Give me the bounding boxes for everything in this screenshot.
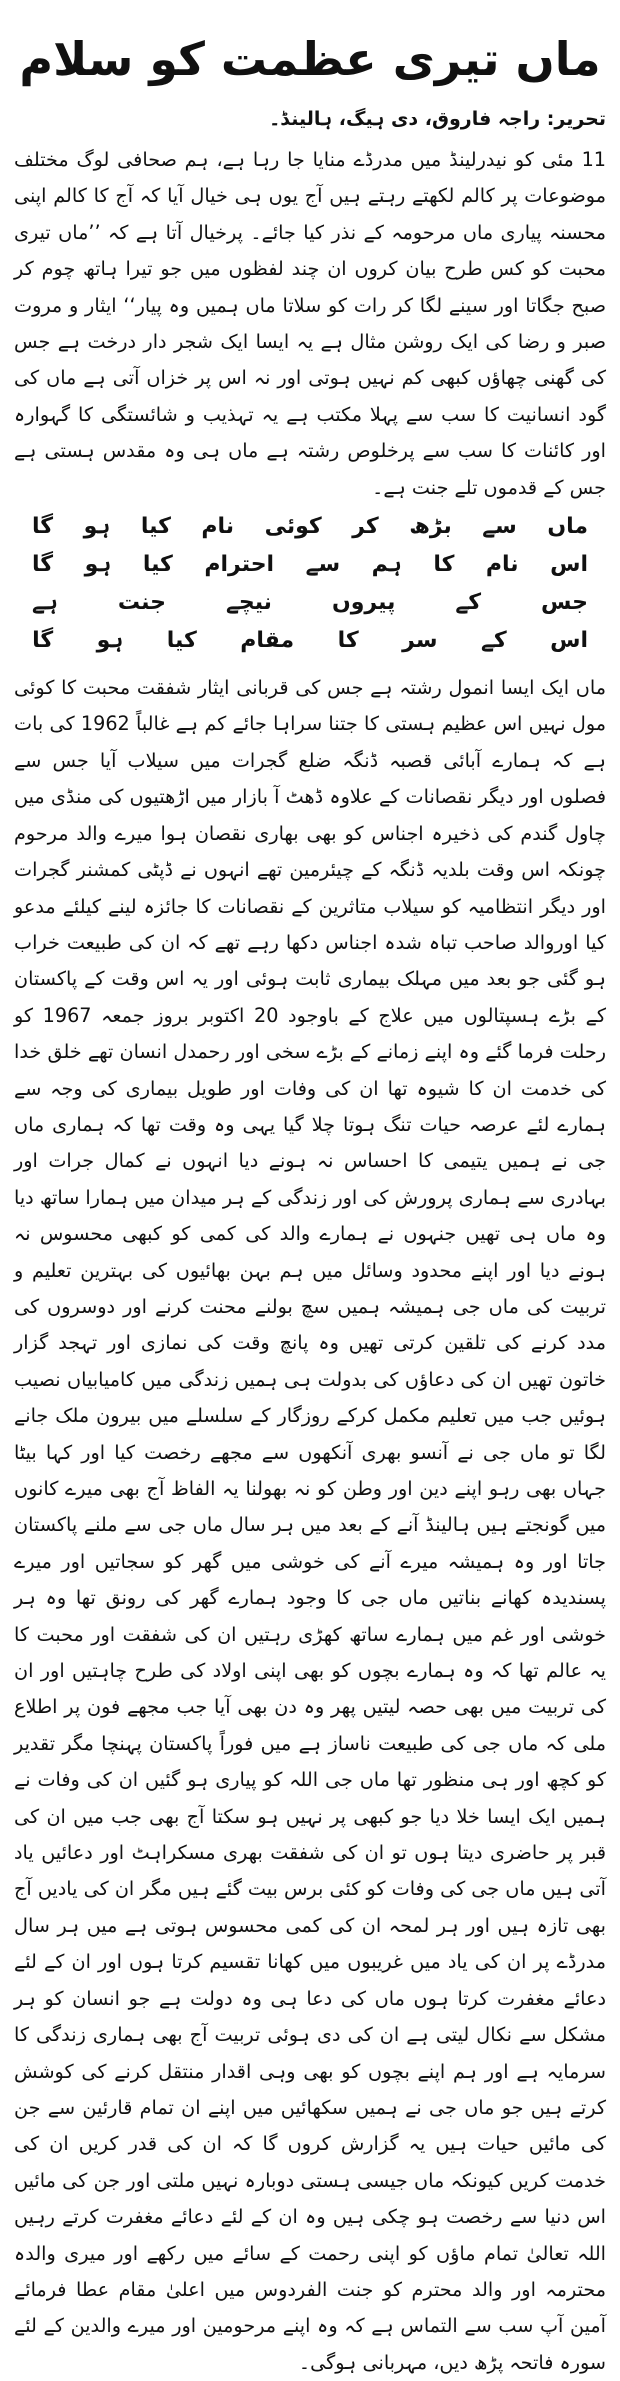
poem-word: کے	[455, 590, 482, 616]
poem-word: سے	[305, 552, 341, 578]
poem-word: نیچے	[225, 590, 272, 616]
poem-word: جس	[541, 590, 588, 616]
poem-word: گا	[32, 514, 54, 540]
poem-word: ہم	[371, 552, 402, 578]
poem-word: کیا	[142, 552, 173, 578]
poem-line	[32, 508, 588, 546]
poem-word: ہو	[84, 552, 112, 578]
poem-word: اس	[550, 552, 588, 578]
poem-line	[32, 584, 588, 622]
poem-word: گا	[32, 552, 54, 578]
poem-word: کا	[337, 628, 359, 654]
poem-word: ہو	[83, 514, 111, 540]
poem-word: کوئی	[264, 514, 322, 540]
poem-word: گا	[32, 628, 54, 654]
poem-line	[32, 622, 588, 660]
poem-word: پیروں	[331, 590, 396, 616]
poem-word: ہے	[32, 590, 58, 616]
poem-word: نام	[201, 514, 235, 540]
poem-line	[32, 546, 588, 584]
poem-word: احترام	[204, 552, 275, 578]
poem-word: اس	[550, 628, 588, 654]
poem-word: کر	[352, 514, 379, 540]
poem-word: ہو	[96, 628, 124, 654]
poem-word: بڑھ	[409, 514, 452, 540]
poem-word: جنت	[117, 590, 166, 616]
poem-word: مقام	[240, 628, 295, 654]
poem-word: سر	[402, 628, 438, 654]
poem-word: کیا	[140, 514, 171, 540]
article-byline: تحریر: راجہ فاروق، دی ہیگ، ہالینڈ۔	[269, 108, 606, 130]
poem-word: ماں	[547, 514, 588, 540]
poem-word: سے	[482, 514, 517, 540]
poem-word: نام	[485, 552, 519, 578]
poem-block	[32, 508, 588, 660]
article-headline: ماں تیری عظمت کو سلام	[19, 32, 601, 86]
poem-word: کے	[480, 628, 507, 654]
article-intro-paragraph: 11 مئی کو نیدرلینڈ میں مدرڈے منایا جا رہا ہے، ہم صحافی لوگ مختلف موضوعات پر کالم لکھتے رہتے ہیں آج یوں ہی خیال آیا کہ آج کا کالم اپنی محسنہ پیاری ماں مرحومہ کے نذر کیا جائے۔ پرخیال آتا ہے کہ ’’ماں تیری محبت کو کس طرح بیان کروں ان چند لفظوں میں جو تیرا ہاتھ چوم کر صبح جگاتا اور سینے لگا کر رات کو سلاتا ماں ہمیں وہ پیار‘‘ ایثار و مروت صبر و رضا کی ایک روشن مثال ہے یہ ایسا ایک شجر دار درخت ہے جس کی گھنی چھاؤں کبھی کم نہیں ہوتی اور نہ اس پر خزاں آتی ہے ماں کی گود انسانیت کا سب سے پہلا مکتب ہے یہ تہذیب و شائستگی کا گہوارہ اور کائنات کا سب سے پرخلوص رشتہ ہے ماں ہی وہ مقدس ہستی ہے جس کے قدموں تلے جنت ہے۔	[14, 148, 606, 499]
article-body-paragraph: ماں ایک ایسا انمول رشتہ ہے جس کی قربانی ایثار شفقت محبت کا کوئی مول نہیں اس عظیم ہستی کا جتنا سراہا جائے کم ہے غالباً 1962 کی بات ہے کہ ہمارے آبائی قصبہ ڈنگہ ضلع گجرات میں سیلاب آیا جس سے فصلوں اور دیگر نقصانات کے علاوہ ڈھٹ آ بازار میں اڑھتیوں کی منڈی میں چاول گندم کی ذخیرہ اجناس کو بھی بھاری نقصان ہوا میرے والد مرحوم چونکہ اس وقت بلدیہ ڈنگہ کے چیئرمین تھے انہوں نے ڈپٹی کمشنر گجرات اور دیگر انتظامیہ کو سیلاب متاثرین کے نقصانات کا جائزہ لینے کیلئے مدعو کیا اوروالد صاحب تباہ شدہ اجناس دکھا رہے تھے کہ ان کی طبیعت خراب ہو گئی جو بعد میں مہلک بیماری ثابت ہوئی اور یہ اس وقت کے پاکستان کے بڑے ہسپتالوں میں علاج کے باوجود 20 اکتوبر بروز جمعہ 1967 کو رحلت فرما گئے وہ اپنے زمانے کے بڑے سخی اور رحمدل انسان تھے خلق خدا کی خدمت ان کا شیوہ تھا ان کی وفات اور طویل بیماری کی وجہ سے ہمارے لئے عرصہ حیات تنگ ہوتا چلا گیا یہی وہ وقت تھا کہ ہماری ماں جی نے ہمیں یتیمی کا احساس نہ ہونے دیا انہوں نے کمال جرات اور بہادری سے ہماری پرورش کی اور زندگی کے ہر میدان میں ہمارا ساتھ دیا وہ ماں ہی تھیں جنہوں نے ہمارے والد کی کمی کو کبھی محسوس نہ ہونے دیا اور اپنے محدود وسائل میں ہم بہن بھائیوں کی بہترین تعلیم و تربیت کی ماں جی ہمیشہ ہمیں سچ بولنے محنت کرنے اور دوسروں کی مدد کرنے کی تلقین کرتی تھیں وہ پانچ وقت کی نمازی اور تہجد گزار خاتون تھیں ان کی دعاؤں کی بدولت ہی ہمیں زندگی میں کامیابیاں نصیب ہوئیں جب میں تعلیم مکمل کرکے روزگار کے سلسلے میں بیرون ملک جانے لگا تو ماں جی نے آنسو بھری آنکھوں سے مجھے رخصت کیا اور کہا بیٹا جہاں بھی رہو اپنے دین اور وطن کو نہ بھولنا یہ الفاظ آج بھی میرے کانوں میں گونجتے ہیں ہالینڈ آنے کے بعد میں ہر سال ماں جی سے ملنے پاکستان جاتا اور وہ ہمیشہ میرے آنے کی خوشی میں گھر کو سجاتیں اور میرے پسندیدہ کھانے بناتیں ماں جی کا وجود ہمارے گھر کی رونق تھا وہ ہر خوشی اور غم میں ہمارے ساتھ کھڑی رہتیں ان کی شفقت اور محبت کا یہ عالم تھا کہ وہ ہمارے بچوں کو بھی اپنی اولاد کی طرح چاہتیں اور ان کی تربیت میں بھی حصہ لیتیں پھر وہ دن بھی آیا جب مجھے فون پر اطلاع ملی کہ ماں جی کی طبیعت ناساز ہے میں فوراً پاکستان پہنچا مگر تقدیر کو کچھ اور ہی منظور تھا ماں جی اللہ کو پیاری ہو گئیں ان کی وفات نے ہمیں ایک ایسا خلا دیا جو کبھی پر نہیں ہو سکتا آج بھی جب میں ان کی قبر پر حاضری دیتا ہوں تو ان کی شفقت بھری مسکراہٹ اور دعائیں یاد آتی ہیں ماں جی کی وفات کو کئی برس بیت گئے ہیں مگر ان کی یادیں آج بھی تازہ ہیں اور ہر لمحہ ان کی کمی محسوس ہوتی ہے میں ہر سال مدرڈے پر ان کی یاد میں غریبوں میں کھانا تقسیم کرتا ہوں اور ان کے لئے دعائے مغفرت کرتا ہوں ماں کی دعا ہی وہ دولت ہے جو انسان کو ہر مشکل سے نکال لیتی ہے ان کی دی ہوئی تربیت آج بھی ہماری زندگی کا سرمایہ ہے اور ہم اپنے بچوں کو بھی وہی اقدار منتقل کرنے کی کوشش کرتے ہیں جو ماں جی نے ہمیں سکھائیں میں اپنے ان تمام قارئین سے جن کی مائیں حیات ہیں یہ گزارش کروں گا کہ ان کی قدر کریں ان کی خدمت کریں کیونکہ ماں جیسی ہستی دوبارہ نہیں ملتی اور جن کی مائیں اس دنیا سے رخصت ہو چکی ہیں وہ ان کے لئے دعائے مغفرت کرتے رہیں اللہ تعالیٰ تمام ماؤں کو اپنی رحمت کے سائے میں رکھے اور میری والدہ محترمہ اور والد محترم کو جنت الفردوس میں اعلیٰ مقام عطا فرمائے آمین آپ سب سے التماس ہے کہ وہ اپنے مرحومین اور میرے والدین کے لئے سورہ فاتحہ پڑھ دیں، مہربانی ہوگی۔	[14, 676, 607, 2374]
poem-word: کا	[433, 552, 455, 578]
poem-word: کیا	[166, 628, 197, 654]
